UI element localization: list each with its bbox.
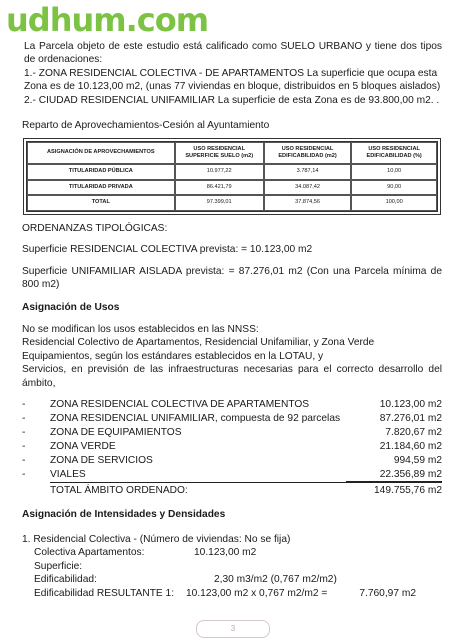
usos-paragraph: Residencial Colectivo de Apartamentos, Residencial Unifamiliar, y Zona Verde (22, 337, 375, 349)
list-dash: - (22, 413, 26, 425)
intensidades-row (34, 573, 442, 586)
usos-paragraph: Equipamientos, según los estándares establecidos en la LOTAU, y (22, 350, 324, 362)
list-item (22, 468, 442, 482)
table-cell: 3.787,14 (264, 164, 351, 179)
usos-total-row (22, 482, 442, 497)
list-item-name: ZONA DE EQUIPAMIENTOS (50, 427, 182, 439)
superficie-label: Colectiva Apartamentos: Superficie: (34, 547, 145, 572)
table-header: USO RESIDENCIAL SUPERFICIE SUELO (m2) (175, 142, 264, 165)
list-item-value: 87.276,01 m2 (379, 413, 442, 425)
list-item-name: ZONA RESIDENCIAL COLECTIVA DE APARTAMENTOS (50, 399, 310, 411)
list-dash: - (22, 441, 26, 453)
ordenanzas-title: ORDENANZAS TIPOLÓGICAS: (22, 222, 168, 234)
list-item-value: 21.184,60 m2 (379, 441, 442, 453)
resultante-formula: 10.123,00 m2 x 0,767 m2/m2 = (186, 587, 328, 599)
intensidades-block (34, 546, 442, 600)
intensidades-item: 1. Residencial Colectiva - (Número de viviendas: No se fija) (22, 534, 291, 546)
list-item-name: ZONA RESIDENCIAL UNIFAMILIAR, compuesta de 92 parcelas (50, 413, 341, 425)
table-cell: 10.977,22 (175, 164, 264, 179)
intro-paragraph: La Parcela objeto de este estudio está calificado como SUELO URBANO y tiene dos tipos de ordenaciones: (24, 41, 442, 66)
usos-total-label: TOTAL ÁMBITO ORDENADO: (50, 482, 346, 497)
table-row (27, 195, 437, 210)
document-page (22, 40, 442, 600)
edificabilidad-value: 2,30 m3/m2 (0,767 m2/m2) (214, 574, 337, 586)
list-dash: - (22, 455, 26, 467)
watermark-logo: udhum.com (6, 1, 209, 39)
resultante-label: Edificabilidad RESULTANTE 1: (34, 587, 175, 599)
usos-paragraph: Servicios, en previsión de las infraestructuras necesarias para el correcto desarrollo del ámbito, (22, 364, 442, 389)
zone-1-paragraph: 1.- ZONA RESIDENCIAL COLECTIVA - DE APARTAMENTOS La superficie que ocupa esta Zona es de 10.123,00 m2, (unas 77 viviendas en bloque, distribuidos en 5 bloques aislados) (24, 67, 441, 93)
table-cell: TITULARIDAD PÚBLICA (27, 164, 175, 179)
table-cell: TITULARIDAD PRIVADA (27, 180, 175, 195)
superficie-colectiva: Superficie RESIDENCIAL COLECTIVA prevista: = 10.123,00 m2 (22, 244, 313, 256)
table-cell: 97.399,01 (175, 195, 264, 210)
intensidades-row (34, 587, 442, 600)
edificabilidad-label: Edificabilidad: (34, 574, 97, 586)
reparto-title: Reparto de Aprovechamientos-Cesión al Ayuntamiento (22, 120, 270, 132)
table-header: USO RESIDENCIAL EDIFICABILIDAD (%) (351, 142, 437, 165)
list-item-value: 994,59 m2 (393, 455, 442, 467)
table-header: USO RESIDENCIAL EDIFICABILIDAD (m2) (264, 142, 351, 165)
intensidades-title: Asignación de Intensidades y Densidades (22, 508, 226, 520)
list-item (22, 454, 442, 468)
list-dash: - (22, 427, 26, 439)
table-row (27, 164, 437, 179)
list-item (22, 398, 442, 412)
superficie-value: 10.123,00 m2 (194, 547, 257, 559)
table-cell: 100,00 (351, 195, 437, 210)
intensidades-row (34, 546, 442, 573)
zone-2-paragraph: 2.- CIUDAD RESIDENCIAL UNIFAMILIAR La superficie de esta Zona es de 93.800,00 m2. . (24, 94, 440, 106)
aprovechamientos-table (26, 141, 438, 212)
list-item (22, 412, 442, 426)
list-item-name: ZONA VERDE (50, 441, 116, 453)
table-header: ASIGNACIÓN DE APROVECHAMIENTOS (27, 142, 175, 165)
page-number: 3 (196, 620, 270, 638)
list-item-value: 22.356,89 m2 (346, 468, 442, 482)
usos-list (22, 398, 442, 497)
usos-paragraph: No se modifican los usos establecidos en las NNSS: (22, 323, 259, 335)
usos-total-value: 149.755,76 m2 (346, 482, 442, 497)
usos-title: Asignación de Usos (22, 302, 120, 314)
list-item-value: 10.123,00 m2 (379, 399, 442, 411)
list-dash: - (22, 469, 26, 481)
table-row (27, 180, 437, 195)
table-cell: TOTAL (27, 195, 175, 210)
table-cell: 86.421,79 (175, 180, 264, 195)
list-item (22, 440, 442, 454)
list-item-value: 7.820,67 m2 (385, 427, 442, 439)
superficie-unifamiliar: Superficie UNIFAMILIAR AISLADA prevista: = 87.276,01 m2 (Con una Parcela mínima de 800 m2) (22, 265, 442, 290)
list-dash: - (22, 399, 26, 411)
table-header-row (27, 142, 437, 165)
table-cell: 90,00 (351, 180, 437, 195)
table-cell: 37.874,56 (264, 195, 351, 210)
list-item-name: ZONA DE SERVICIOS (50, 455, 153, 467)
table-cell: 34.087,42 (264, 180, 351, 195)
table-cell: 10,00 (351, 164, 437, 179)
resultante-value: 7.760,97 m2 (359, 587, 416, 599)
list-item-name: VIALES (50, 469, 86, 481)
list-item (22, 426, 442, 440)
